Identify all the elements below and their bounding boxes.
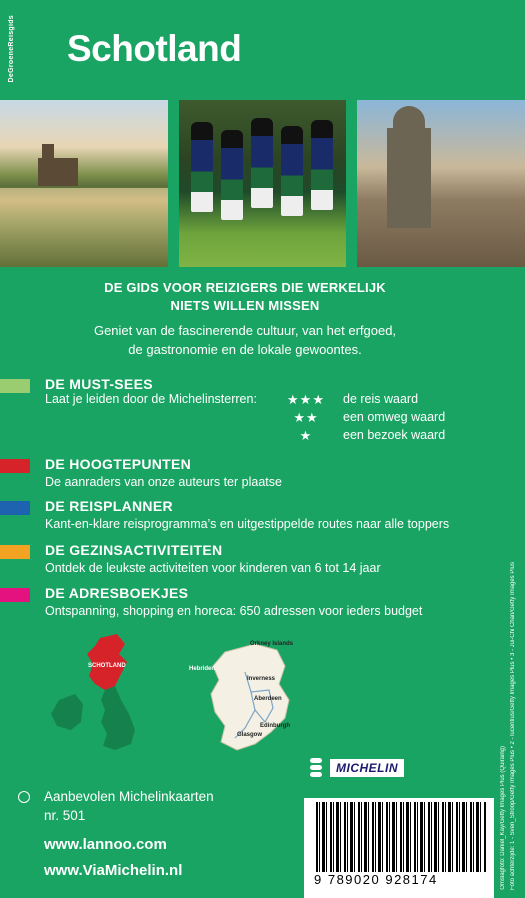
section-color-bar [0, 379, 30, 393]
section-description: Kant-en-klare reisprogramma’s en uitgestippelde routes naar alle toppers [45, 517, 450, 531]
tagline-line: DE GIDS VOOR REIZIGERS DIE WERKELIJK [104, 280, 386, 295]
link-lannoo[interactable]: www.lannoo.com [44, 836, 167, 853]
bibendum-ring [310, 772, 322, 777]
photo-edinburgh-monument [357, 100, 525, 267]
section-description: Ontspanning, shopping en horeca: 650 adressen voor ieders budget [45, 604, 423, 618]
michelin-wordmark: MICHELIN [330, 759, 404, 777]
intro-line: Geniet van de fascinerende cultuur, van het erfgoed, [93, 323, 397, 338]
star-label: een omweg waard [343, 410, 446, 424]
star-label: een bezoek waard [343, 428, 446, 442]
section-heading: DE HOOGTEPUNTEN [45, 456, 192, 472]
stars-icon: ★★ [293, 410, 319, 425]
star-row [285, 428, 485, 446]
scotland-map-icon [185, 632, 305, 757]
intro-text [30, 321, 460, 359]
map-label-edinburgh: Edinburgh [260, 723, 290, 729]
michelin-logo [304, 756, 432, 780]
map-label-scotland: SCHOTLAND [88, 663, 126, 669]
star-legend [45, 392, 485, 452]
section-description: De aanraders van onze auteurs ter plaatse [45, 475, 282, 489]
stars-icon: ★ [299, 428, 313, 443]
section-color-bar [0, 459, 30, 473]
section-color-bar [0, 588, 30, 602]
photo-credits [498, 490, 522, 890]
photo-strip [0, 100, 525, 267]
page-title: Schotland [67, 28, 242, 69]
map-label-glasgow: Glasgow [237, 732, 263, 738]
isbn-number: 9 789020 928174 [314, 872, 438, 887]
ireland-shape [51, 694, 83, 730]
star-row [285, 392, 485, 410]
star-label: de reis waard [343, 392, 419, 406]
section-description: Ontdek de leukste activiteiten voor kinderen van 6 tot 14 jaar [45, 561, 381, 575]
map-label-inverness: Inverness [247, 676, 276, 682]
england-wales-shape [101, 686, 135, 750]
credit-front: Omslagfoto: Daniel_Kay/Getty Images Plus (Quiraing) [500, 746, 506, 890]
section-heading: DE MUST-SEES [45, 376, 153, 392]
stars-icon: ★★★ [287, 392, 325, 407]
section-color-bar [0, 545, 30, 559]
series-spine [0, 0, 22, 95]
map-label-aberdeen: Aberdeen [254, 696, 282, 702]
section-color-bar [0, 501, 30, 515]
piper-figure [311, 120, 333, 210]
tagline-line: NIETS WILLEN MISSEN [170, 298, 320, 313]
tagline [30, 279, 460, 315]
piper-figure [191, 122, 213, 212]
recommended-maps-label: Aanbevolen Michelinkaarten [44, 789, 214, 804]
map-label-orkney: Orkney Islands [250, 641, 294, 647]
map-label-hebriden: Hebriden [189, 666, 216, 672]
isbn-barcode [304, 798, 494, 898]
barcode-lines [316, 802, 486, 872]
piper-figure [251, 118, 273, 208]
star-row [285, 410, 485, 428]
photo-pipers [179, 100, 347, 267]
recommended-maps-number: nr. 501 [44, 808, 86, 823]
piper-figure [281, 126, 303, 216]
photo-loch-castle [0, 100, 168, 267]
credit-back: Foto achterzijde: 1 - Sven_Stroop/Getty Images Plus • 2 - lucentius/Getty Images Plus • 3 - Jui-Chi Chan/Getty Images Plus [510, 561, 516, 890]
link-viamichelin[interactable]: www.ViaMichelin.nl [44, 862, 183, 879]
loch-reflection [0, 188, 168, 267]
intro-line: de gastronomie en de lokale gewoontes. [128, 342, 362, 357]
section-description: Laat je leiden door de Michelinsterren: [45, 392, 257, 406]
section-heading: DE ADRESBOEKJES [45, 585, 189, 601]
bibendum-ring [310, 765, 322, 770]
monument-shape [387, 128, 431, 228]
uk-map-icon [45, 630, 165, 760]
bibendum-ring [310, 758, 322, 763]
series-name: DeGroeneReisgids [7, 15, 15, 83]
section-heading: DE REISPLANNER [45, 498, 173, 514]
bibendum-head-icon [18, 791, 30, 803]
castle-shape [38, 158, 78, 186]
series-logo [3, 6, 19, 92]
section-heading: DE GEZINSACTIVITEITEN [45, 542, 223, 558]
scotland-shape [87, 634, 127, 690]
piper-figure [221, 130, 243, 220]
bibendum-icon [304, 757, 328, 779]
